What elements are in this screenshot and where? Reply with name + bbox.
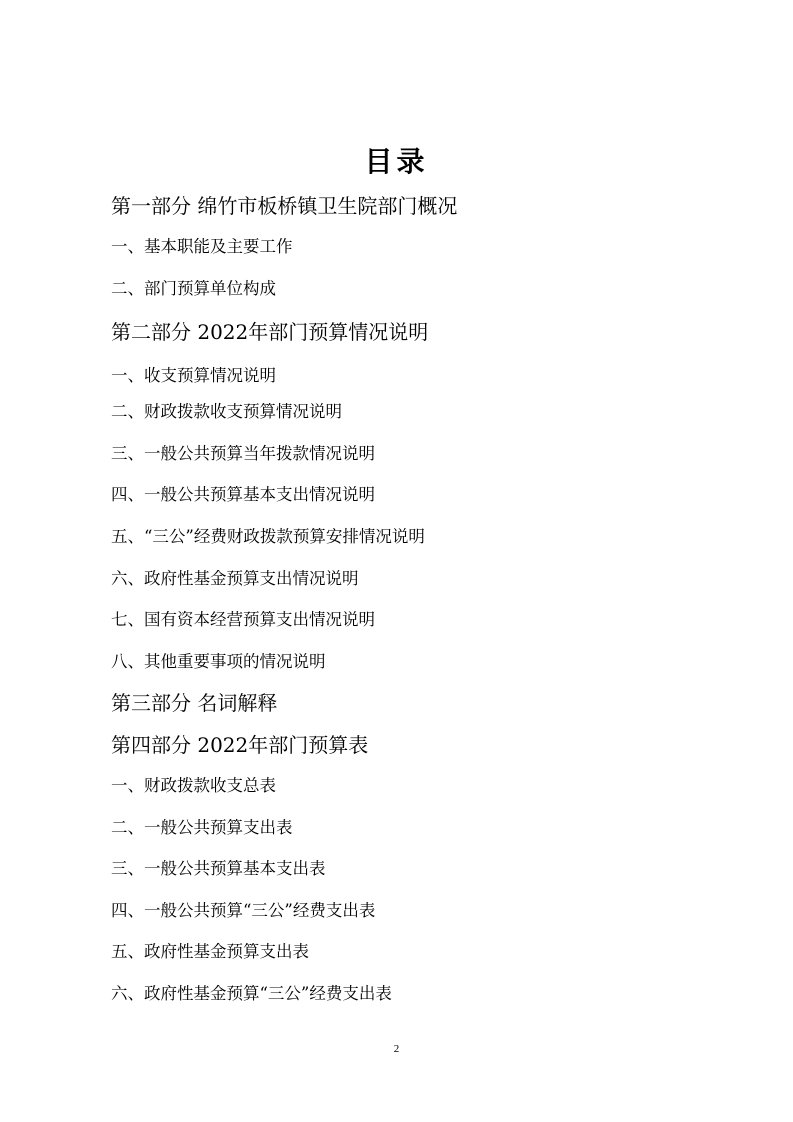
- toc-item: 五、政府性基金预算支出表: [111, 942, 309, 961]
- toc-item: 一、财政拨款收支总表: [111, 776, 276, 795]
- toc-part-4: 第四部分 2022年部门预算表: [111, 733, 369, 757]
- toc-item: 三、一般公共预算当年拨款情况说明: [111, 444, 375, 463]
- page-title: 目录: [364, 145, 429, 178]
- toc-item: 六、政府性基金预算“三公”经费支出表: [111, 984, 392, 1003]
- toc-item: 二、部门预算单位构成: [111, 279, 276, 298]
- toc-item: 四、一般公共预算基本支出情况说明: [111, 485, 375, 504]
- toc-item: 七、国有资本经营预算支出情况说明: [111, 610, 375, 629]
- toc-item: 一、基本职能及主要工作: [111, 237, 293, 256]
- toc-part-3: 第三部分 名词解释: [111, 691, 278, 715]
- toc-part-2: 第二部分 2022年部门预算情况说明: [111, 320, 429, 344]
- toc-part-1: 第一部分 绵竹市板桥镇卫生院部门概况: [111, 194, 458, 218]
- toc-item: 一、收支预算情况说明: [111, 366, 276, 385]
- toc-item: 四、一般公共预算“三公”经费支出表: [111, 901, 376, 920]
- toc-item: 五、“三公”经费财政拨款预算安排情况说明: [111, 527, 425, 546]
- toc-item: 六、政府性基金预算支出情况说明: [111, 569, 359, 588]
- toc-item: 八、其他重要事项的情况说明: [111, 652, 326, 671]
- toc-item: 二、一般公共预算支出表: [111, 818, 293, 837]
- page-number: 2: [393, 1043, 400, 1055]
- toc-item: 三、一般公共预算基本支出表: [111, 859, 326, 878]
- toc-item: 二、财政拨款收支预算情况说明: [111, 402, 342, 421]
